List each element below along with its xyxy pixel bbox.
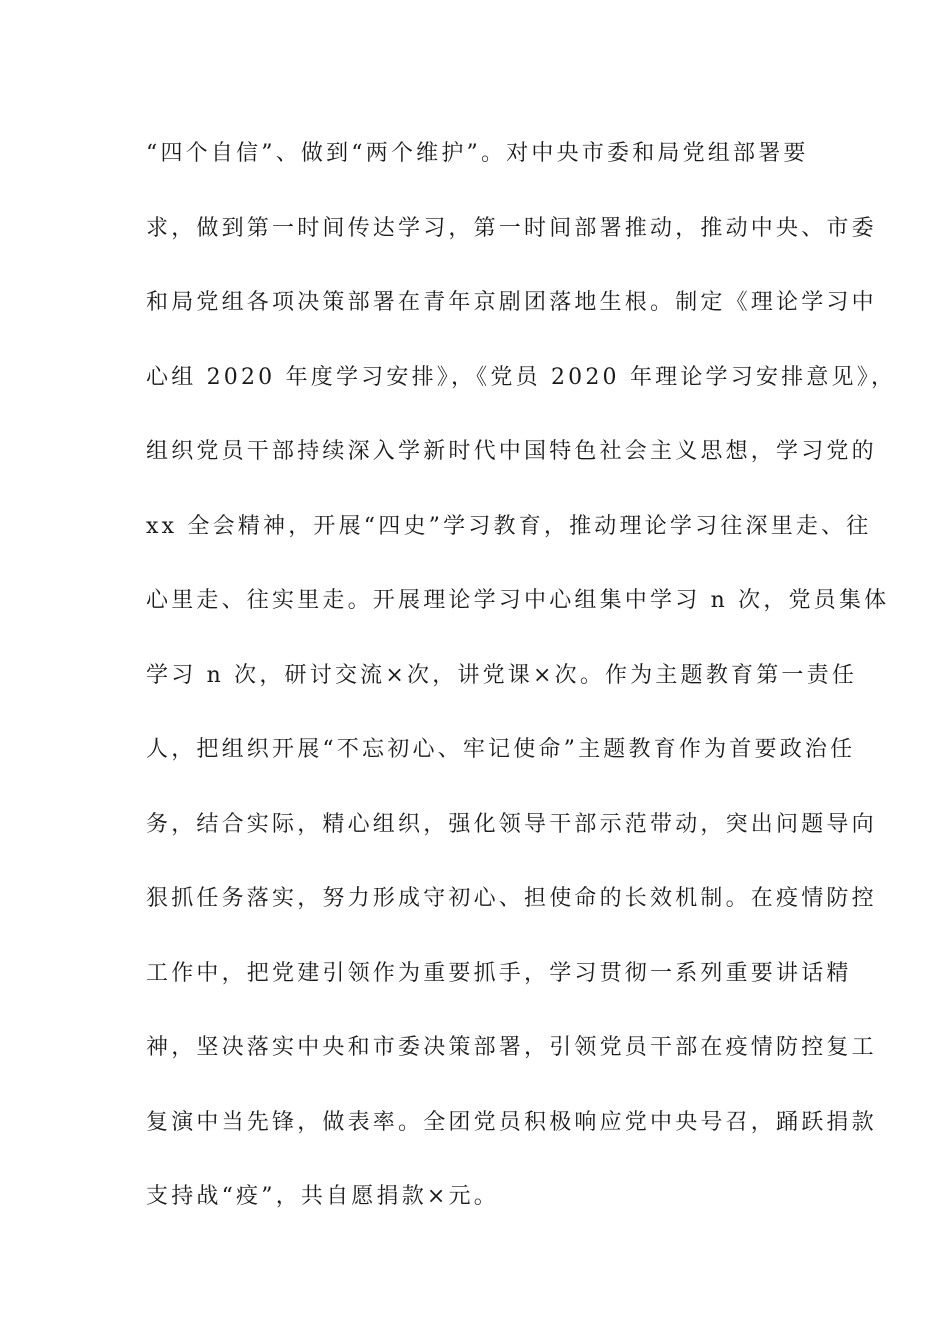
paragraph-line: 复演中当先锋，做表率。全团党员积极响应党中央号召，踊跃捐款 (146, 1109, 877, 1135)
body-paragraph (146, 130, 897, 1248)
paragraph-line: 组织党员干部持续深入学新时代中国特色社会主义思想，学习党的 (146, 439, 877, 464)
paragraph-line: 心组 2020 年度学习安排》，《党员 2020 年理论学习安排意见》， (146, 364, 897, 390)
paragraph-line: 务，结合实际，精心组织，强化领导干部示范带动，突出问题导向 (146, 811, 877, 837)
paragraph-line: 狠抓任务落实，努力形成守初心、担使命的长效机制。在疫情防控 (146, 886, 877, 911)
paragraph-line: 学习 n 次，研讨交流×次，讲党课×次。作为主题教育第一责任 (146, 662, 858, 688)
paragraph-line: xx 全会精神，开展“四史”学习教育，推动理论学习往深里走、往 (146, 513, 872, 539)
paragraph-line: 求，做到第一时间传达学习，第一时间部署推动，推动中央、市委 (146, 215, 877, 241)
paragraph-line: 和局党组各项决策部署在青年京剧团落地生根。制定《理论学习中 (146, 290, 877, 315)
paragraph-line: 心里走、往实里走。开展理论学习中心组集中学习 n 次，党员集体 (146, 588, 890, 613)
paragraph-line: 支持战“疫”，共自愿捐款×元。 (146, 1184, 499, 1209)
paragraph-line: 人，把组织开展“不忘初心、牢记使命”主题教育作为首要政治任 (146, 737, 856, 762)
paragraph-line: 神，坚决落实中央和市委决策部署，引领党员干部在疫情防控复工 (146, 1035, 877, 1060)
paragraph-line: “四个自信”、做到“两个维护”。对中央市委和局党组部署要 (146, 141, 809, 166)
paragraph-line: 工作中，把党建引领作为重要抓手，学习贯彻一系列重要讲话精 (146, 960, 852, 986)
